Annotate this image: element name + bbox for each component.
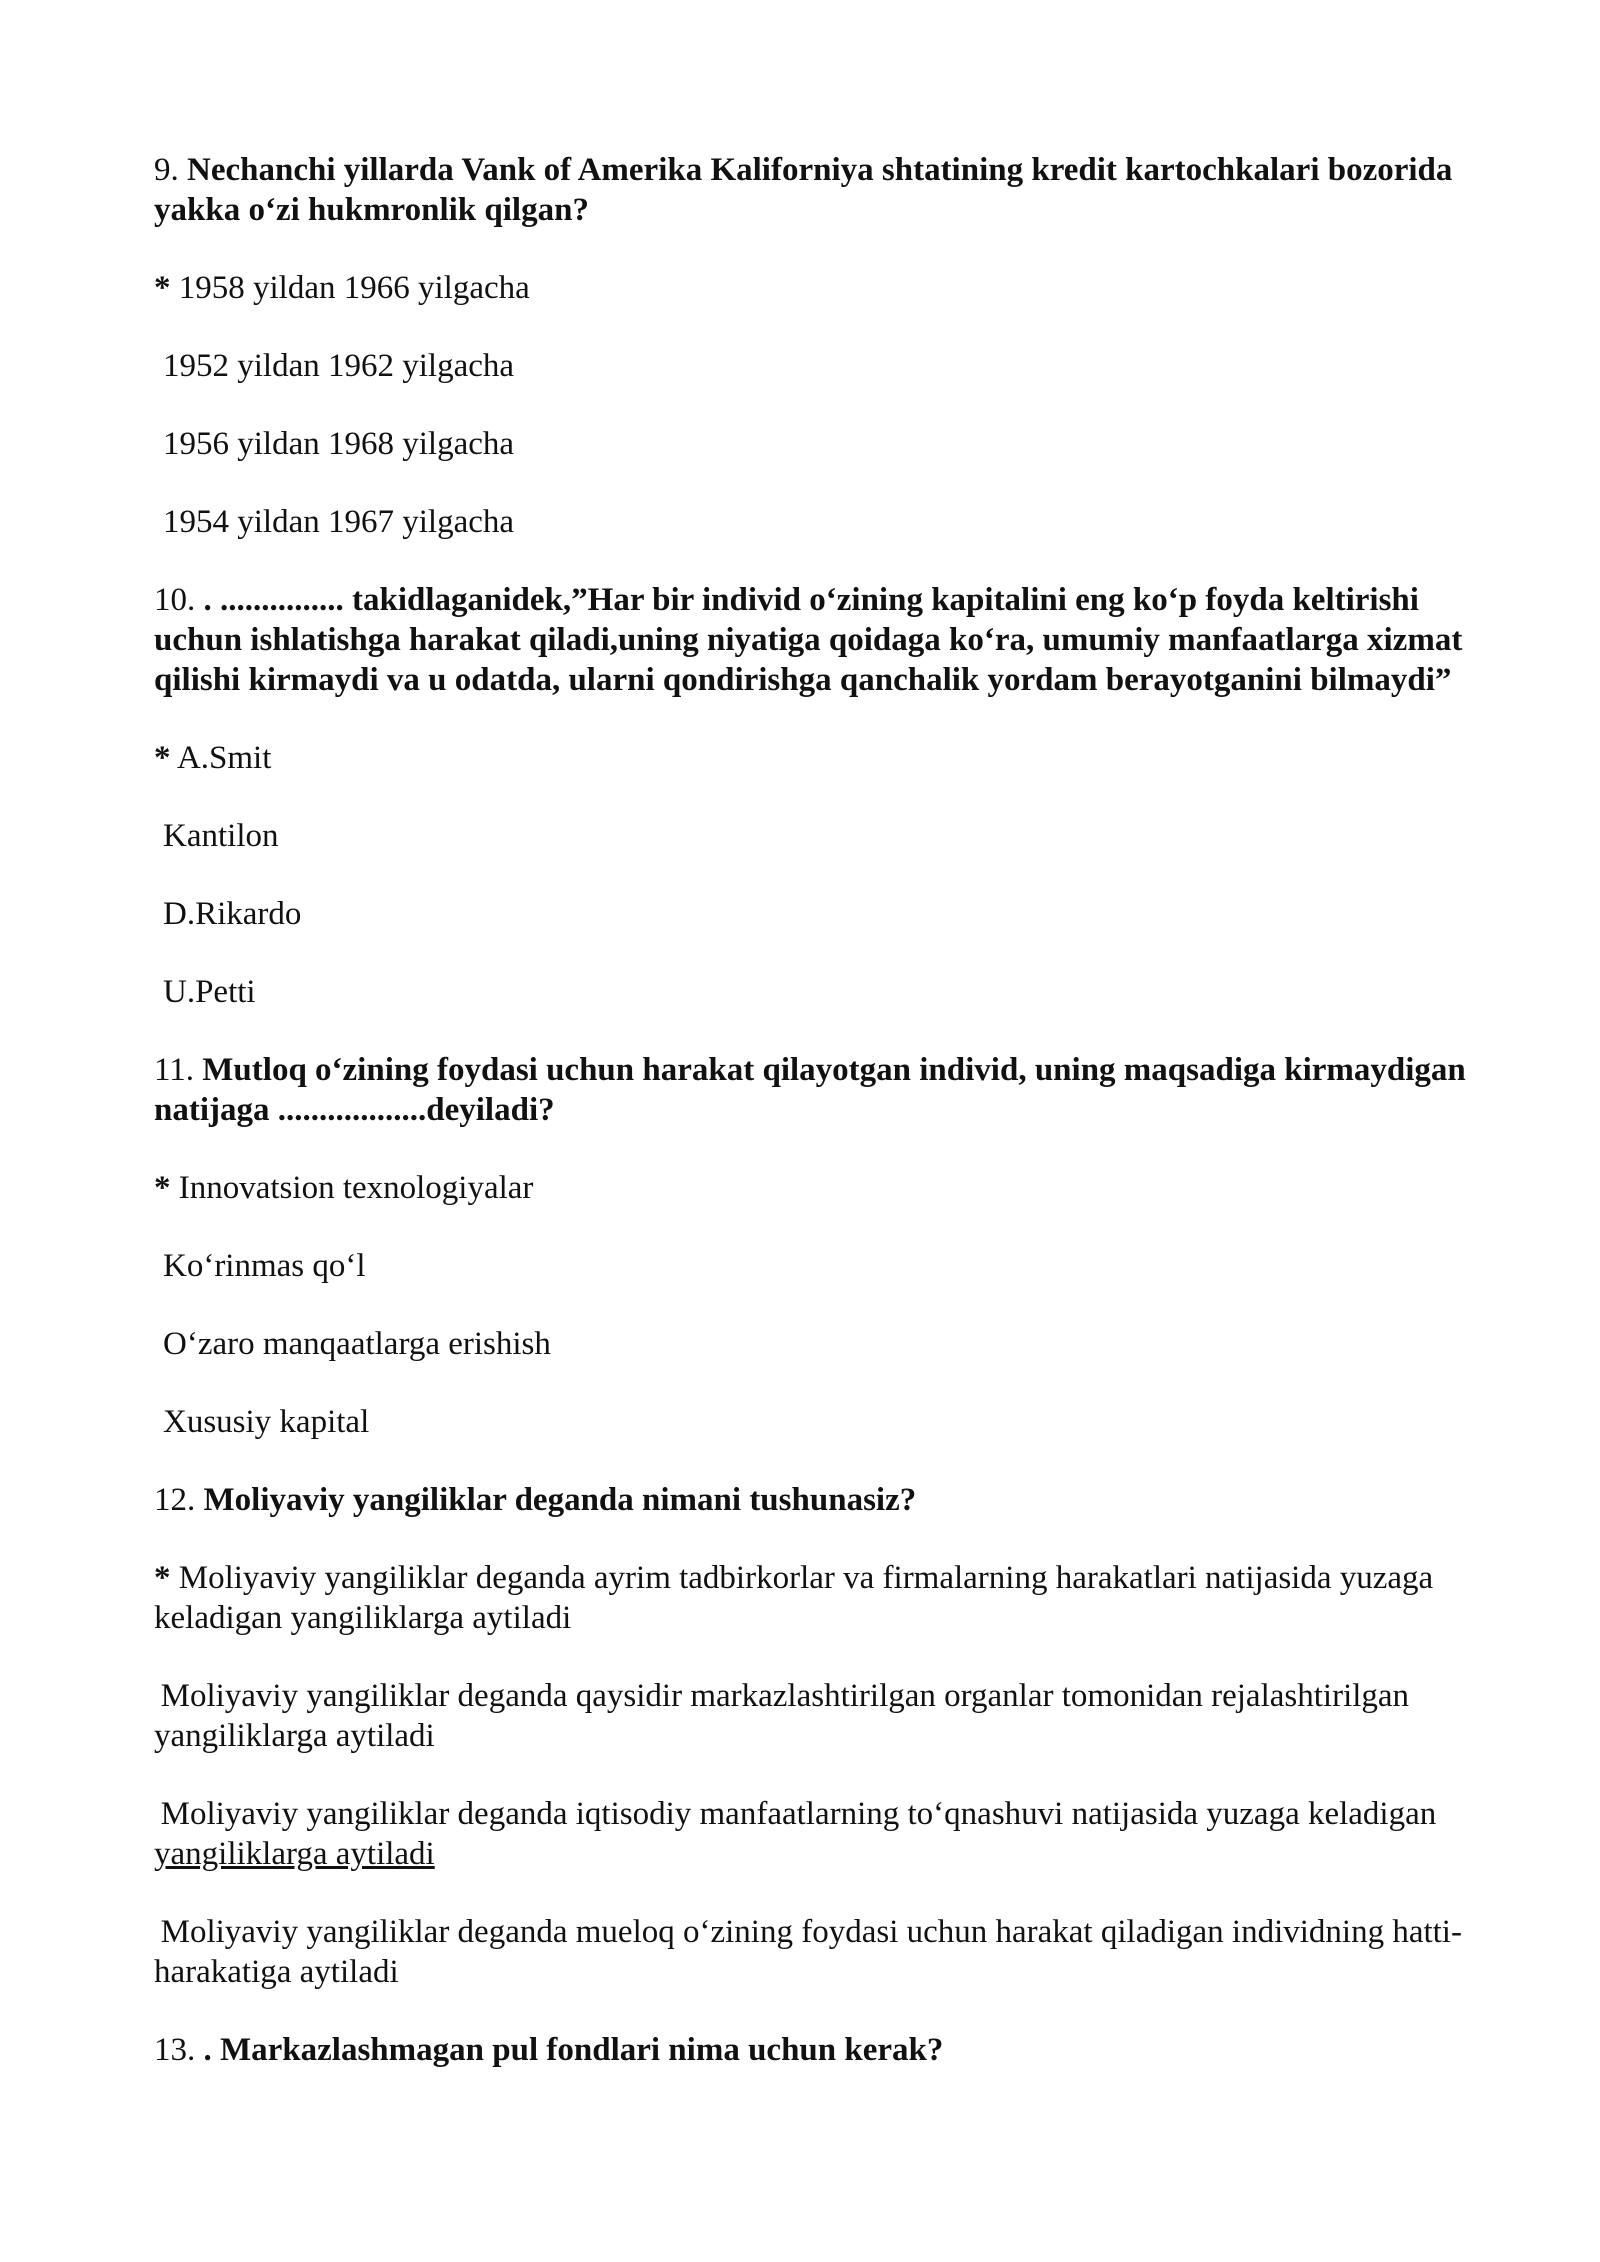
- correct-marker: *: [154, 1560, 171, 1596]
- question-text: Mutloq o‘zining foydasi uchun harakat qilayotgan individ, uning maqsadiga kirmaydigan natijaga ..................deyiladi?: [154, 1052, 1466, 1128]
- option: [154, 1324, 1504, 1364]
- option-correct: [154, 738, 1504, 778]
- underlined-text: yangiliklarga aytiladi: [154, 1836, 435, 1872]
- question-11: [154, 1050, 1504, 1130]
- question-number: 11.: [154, 1052, 195, 1088]
- option: [154, 972, 1504, 1012]
- option-text: 1956 yildan 1968 yilgacha: [163, 426, 515, 462]
- option-text: Moliyaviy yangiliklar deganda iqtisodiy manfaatlarning to‘qnashuvi natijasida yuzaga keladigan: [160, 1796, 1437, 1832]
- option: [154, 1912, 1504, 1992]
- option: [154, 1246, 1504, 1286]
- question-number: 10.: [154, 582, 196, 618]
- option: [154, 894, 1504, 934]
- option-correct: [154, 1558, 1504, 1638]
- correct-marker: *: [154, 1170, 171, 1206]
- option: [154, 346, 1504, 386]
- option: [154, 1676, 1504, 1756]
- question-text: . Markazlashmagan pul fondlari nima uchun kerak?: [203, 2032, 944, 2068]
- option-text: D.Rikardo: [163, 896, 302, 932]
- option-text: 1954 yildan 1967 yilgacha: [163, 504, 515, 540]
- question-number: 13.: [154, 2032, 196, 2068]
- document-page: [154, 150, 1504, 2070]
- question-13: [154, 2030, 1504, 2070]
- option: [154, 1402, 1504, 1442]
- question-10: [154, 580, 1504, 700]
- option-text: Ko‘rinmas qo‘l: [163, 1248, 366, 1284]
- correct-marker: *: [154, 270, 171, 306]
- question-12: [154, 1480, 1504, 1520]
- option-text: 1958 yildan 1966 yilgacha: [178, 270, 530, 306]
- option: [154, 816, 1504, 856]
- option-text: U.Petti: [163, 974, 256, 1010]
- question-number: 12.: [154, 1482, 196, 1518]
- option-text: Innovatsion texnologiyalar: [178, 1170, 534, 1206]
- correct-marker: *: [154, 740, 171, 776]
- question-text: Nechanchi yillarda Vank of Amerika Kaliforniya shtatining kredit kartochkalari bozorida yakka o‘zi hukmronlik qilgan?: [154, 152, 1453, 228]
- option-text: A.Smit: [176, 740, 272, 776]
- question-text: . ............... takidlaganidek,”Har bir individ o‘zining kapitalini eng ko‘p foyda keltirishi uchun ishlatishga harakat qiladi,uning niyatiga qoidaga ko‘ra, umumiy manfaatlarga xizmat qilishi kirmaydi va u odatda, ularni qondirishga qanchalik yordam berayotganini bilmaydi”: [154, 582, 1463, 698]
- option-correct: [154, 268, 1504, 308]
- question-number: 9.: [154, 152, 179, 188]
- option-text: O‘zaro manqaatlarga erishish: [163, 1326, 551, 1362]
- option: [154, 1794, 1504, 1874]
- option-text: 1952 yildan 1962 yilgacha: [163, 348, 515, 384]
- option-text: Moliyaviy yangiliklar deganda ayrim tadbirkorlar va firmalarning harakatlari natijasida yuzaga keladigan yangiliklarga aytiladi: [154, 1560, 1434, 1636]
- option-text: Moliyaviy yangiliklar deganda qaysidir markazlashtirilgan organlar tomonidan rejalashtirilgan yangiliklarga aytiladi: [154, 1678, 1410, 1754]
- option: [154, 424, 1504, 464]
- question-9: [154, 150, 1504, 230]
- question-text: Moliyaviy yangiliklar deganda nimani tushunasiz?: [203, 1482, 917, 1518]
- option-text: Kantilon: [163, 818, 279, 854]
- option-text: Xususiy kapital: [163, 1404, 370, 1440]
- option-correct: [154, 1168, 1504, 1208]
- option: [154, 502, 1504, 542]
- option-text: Moliyaviy yangiliklar deganda mueloq o‘zining foydasi uchun harakat qiladigan individning hatti-harakatiga aytiladi: [154, 1914, 1462, 1990]
